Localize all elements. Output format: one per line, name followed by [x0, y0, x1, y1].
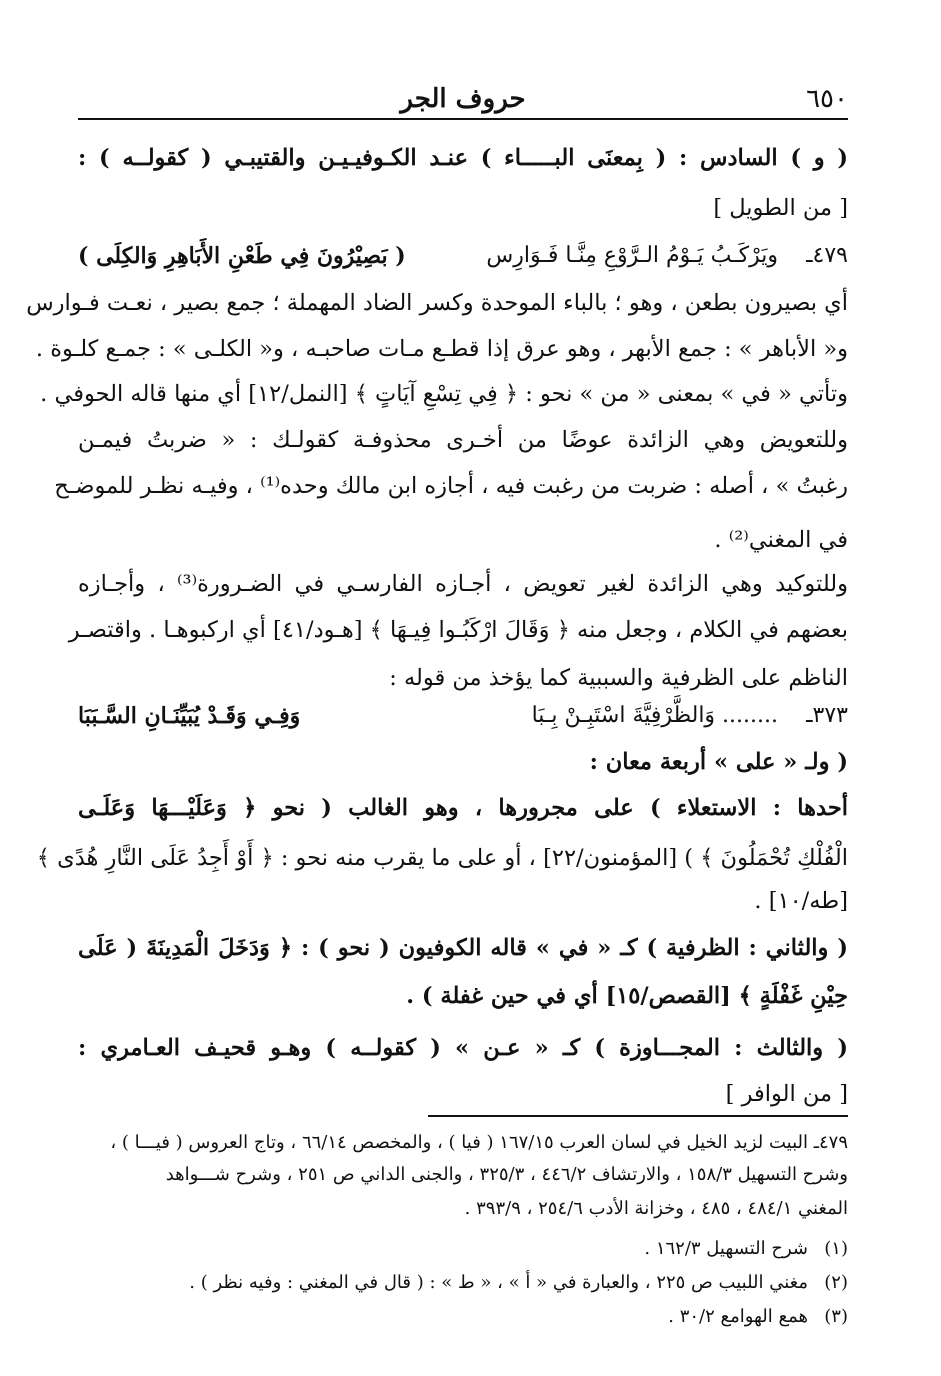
- body-line: ( والثاني : الظرفية ) كـ « في » قاله الكوفيون ( نحو ) : ﴿ وَدَخَلَ الْمَدِينَةَ ( عَلَى: [78, 935, 848, 961]
- footnote-line: [78, 1160, 848, 1190]
- verse-number: ٣٧٣ـ: [806, 703, 848, 728]
- footnote-separator: [428, 1115, 848, 1117]
- footnote-number: (١): [824, 1238, 848, 1259]
- body-line: ( والثالث : المجـــاوزة ) كـ « عـن » ( كقولــه ) وهـو قحيـف العـامري :: [78, 1035, 848, 1061]
- body-line: ( ولـ « على » أربعة معان :: [589, 749, 848, 775]
- footnote-text: همع الهوامع ٣٠/٢ .: [668, 1306, 808, 1327]
- footnote-line: [78, 1234, 848, 1264]
- body-line: أي بصيرون بطعن ، وهو ؛ بالباء الموحدة وكسر الضاد المهملة ؛ جمع بصير ، نعـت فـوارس: [26, 290, 848, 316]
- body-line: وتأتي « في » بمعنى « من » نحو : ﴿ فِي تِسْعِ آيَاتٍ ﴾ [النمل/١٢] أي منها قاله الحوفي .: [40, 381, 848, 407]
- body-line: و« الأباهر » : جمع الأبهر ، وهو عرق إذا قطـع مـات صاحبـه ، و« الكلـى » : جمـع كلـوة .: [35, 336, 848, 362]
- verse-number: ٤٧٩ـ: [806, 243, 848, 268]
- verse-first-hemistich: ويَرْكَـبُ يَـوْمُ الـرَّوْعِ مِنَّـا فَـوَارِس: [486, 243, 778, 268]
- footnote-text: ٤٧٩ـ البيت لزيد الخيل في لسان العرب ١٦٧/١٥ ( فيا ) ، والمخصص ٦٦/١٤ ، وتاج العروس ( فيـــا ) ،: [110, 1132, 848, 1153]
- body-line: [طه/١٠] .: [754, 888, 848, 914]
- verse-second-hemistich: وَفِـي وَقَـدْ يُبَيِّنَـانِ السَّـبَبَا: [78, 703, 301, 729]
- body-line: وللتعويض وهي الزائدة عوضًا من أخـرى محذوفـة كقولـك : « ضربتُ فيمـن: [78, 427, 848, 453]
- body-line: [ من الطويل ]: [713, 195, 848, 221]
- footnote-text: المغني ٤٨٤/١ ، ٤٨٥ ، وخزانة الأدب ٢٥٤/٦ ، ٣٩٣/٩ .: [464, 1198, 848, 1219]
- footnote-line: [78, 1268, 848, 1298]
- footnote-line: [78, 1128, 848, 1158]
- body-line: رغبتُ » ، أصله : ضربت من رغبت فيه ، أجازه ابن مالك وحده⁽¹⁾ ، وفيـه نظـر للموضـح: [54, 473, 848, 499]
- body-line: ( و ) السادس : ( بِمعنَى البـــــاء ) عنـد الكـوفيـيـن والقتيبـي ( كقولــه ) :: [78, 145, 848, 171]
- verse-first-hemistich: ........ وَالظَّرْفِيَّةَ اسْتَبِـنْ بِـبَا: [531, 703, 778, 728]
- footnote-text: شرح التسهيل ١٦٢/٣ .: [644, 1238, 808, 1259]
- body-line: الناظم على الظرفية والسببية كما يؤخذ من قوله :: [389, 665, 848, 691]
- footnote-line: [78, 1194, 848, 1224]
- verse-second-hemistich: ( بَصِيْرُونَ فِي طَعْنِ الأَبَاهِرِ وَالكِلَى ): [78, 243, 406, 269]
- page-number: ٦٥٠: [806, 84, 848, 114]
- footnote-text: مغني اللبيب ص ٢٢٥ ، والعبارة في « أ » ، « ط » : ( قال في المغني : وفيه نظر ) .: [189, 1272, 808, 1293]
- body-line: بعضهم في الكلام ، وجعل منه ﴿ وَقَالَ ارْكَبُـوا فِيـهَا ﴾ [هـود/٤١] أي اركبوهـا . واقتصـر: [68, 617, 848, 643]
- body-line: الْفُلْكِ تُحْمَلُونَ ﴾ ) [المؤمنون/٢٢] ، أو على ما يقرب منه نحو : ﴿ أَوْ أَجِدُ عَلَى النَّارِ هُدًى ﴾: [36, 845, 848, 871]
- body-line: أحدها : الاستعلاء ) على مجرورها ، وهو الغالب ( نحو ﴿ وَعَلَيْـــهَا وَعَلَـى: [78, 795, 848, 821]
- footnote-number: (٢): [824, 1272, 848, 1293]
- body-line: حِيْنِ غَفْلَةٍ ﴾ [القصص/١٥] أي في حين غفلة ) .: [406, 983, 848, 1009]
- running-title: حروف الجر: [400, 84, 526, 114]
- page-header: [78, 78, 848, 120]
- footnote-line: [78, 1302, 848, 1332]
- footnote-text: وشرح التسهيل ١٥٨/٣ ، والارتشاف ٤٤٦/٢ ، ٣٢٥/٣ ، والجنى الداني ص ٢٥١ ، وشرح شـــواهد: [165, 1164, 848, 1185]
- body-line: [ من الوافر ]: [725, 1081, 848, 1107]
- body-line: وللتوكيد وهي الزائدة لغير تعويض ، أجـازه الفارسـي في الضـرورة⁽³⁾ ، وأجـازه: [78, 571, 848, 597]
- footnote-number: (٣): [824, 1306, 848, 1327]
- body-line: في المغني⁽²⁾ .: [714, 527, 848, 553]
